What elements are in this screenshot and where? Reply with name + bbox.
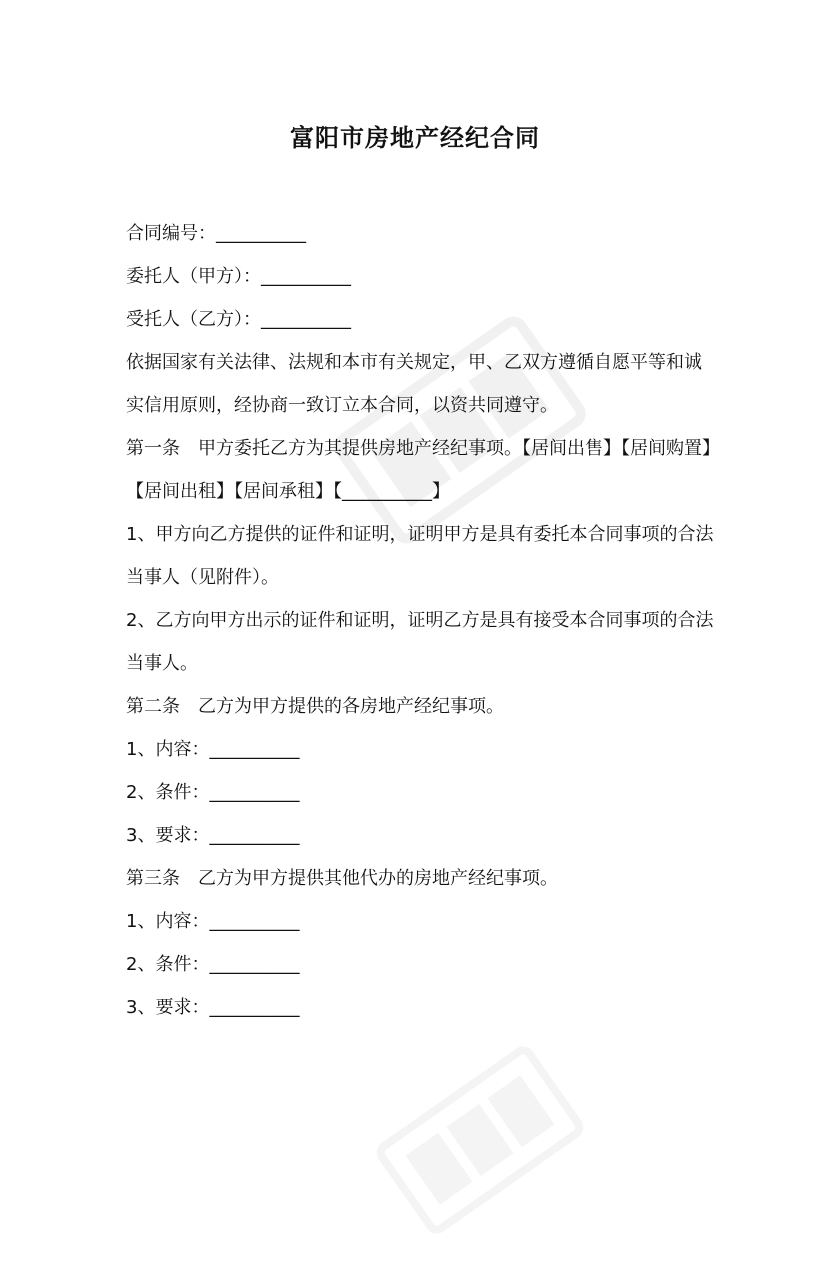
article-3-item: 1、内容：__________ [126,911,300,932]
article-1-item: 1、甲方向乙方提供的证件和证明，证明甲方是具有委托本合同事项的合法当事人（见附件）。 [126,524,714,588]
article-2-item: 3、要求：__________ [126,825,300,846]
principal-field: 委托人（甲方）：__________ [126,266,351,287]
article-1-item: 2、乙方向甲方出示的证件和证明，证明乙方是具有接受本合同事项的合法当事人。 [126,610,714,674]
intro-paragraph: 依据国家有关法律、法规和本市有关规定，甲、乙双方遵循自愿平等和诚实信用原则，经协商一致订立本合同，以资共同遵守。 [126,352,702,416]
article-3-item: 3、要求：__________ [126,997,300,1018]
article-3-item: 2、条件：__________ [126,954,300,975]
agent-field: 受托人（乙方）：__________ [126,309,351,330]
contract-number-field: 合同编号：__________ [126,223,306,244]
article-2-heading: 第二条 乙方为甲方提供的各房地产经纪事项。 [126,696,504,717]
article-2-item: 1、内容：__________ [126,739,300,760]
article-2-item: 2、条件：__________ [126,782,300,803]
article-1-heading: 第一条 甲方委托乙方为其提供房地产经纪事项。【居间出售】【居间购置】【居间出租】【居间承租】【__________】 [126,438,711,502]
watermark-graphic-bottom [352,1017,608,1263]
document-title: 富阳市房地产经纪合同 [290,124,540,152]
article-3-heading: 第三条 乙方为甲方提供其他代办的房地产经纪事项。 [126,868,558,889]
document-body [126,212,716,1029]
